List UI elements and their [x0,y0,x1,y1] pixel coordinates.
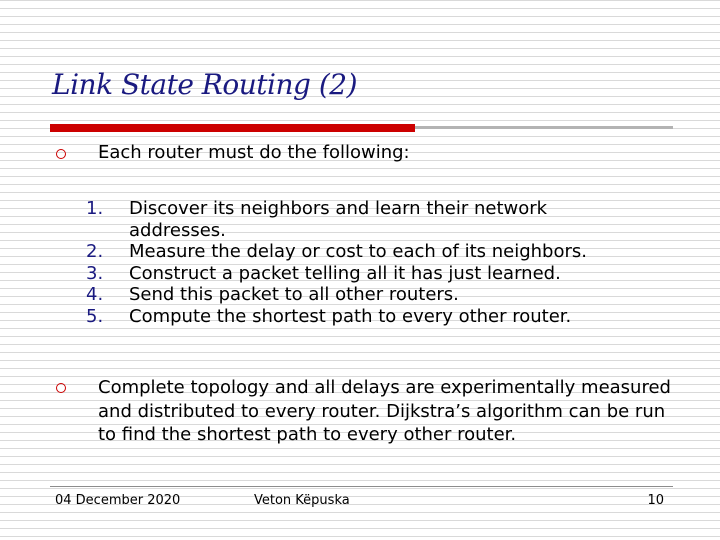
steps-list [86,198,646,327]
title-rule-accent [50,124,415,132]
step-text: Send this packet to all other routers. [129,284,459,305]
footer-author: Veton Këpuska [254,493,350,508]
circle-bullet-icon [56,149,66,159]
step-number: 2. [86,241,104,262]
step-text: Compute the shortest path to every other router. [129,305,572,327]
footer-date: 04 December 2020 [55,493,181,508]
intro-text: Each router must do the following: [98,142,410,163]
list-item [86,198,646,241]
list-item [86,284,646,306]
list-item [86,241,646,263]
slide-title: Link State Routing (2) [52,68,357,101]
list-item [86,306,646,328]
step-number: 5. [86,305,104,327]
step-number: 3. [86,262,104,284]
step-text: Discover its neighbors and learn their network addresses. [129,198,548,241]
list-item [86,263,646,285]
step-number: 1. [86,198,104,219]
title-rule-grey [415,126,673,129]
step-number: 4. [86,284,104,305]
step-text: Measure the delay or cost to each of its neighbors. [129,241,587,262]
footer-divider [50,486,673,487]
page-number: 10 [647,493,664,508]
step-text: Construct a packet telling all it has just learned. [129,262,561,284]
circle-bullet-icon [56,383,66,393]
conclusion-text: Complete topology and all delays are experimentally measured and distributed to every router. Dijkstra’s algorithm can be run to find the shortest path to every other router. [98,377,671,445]
